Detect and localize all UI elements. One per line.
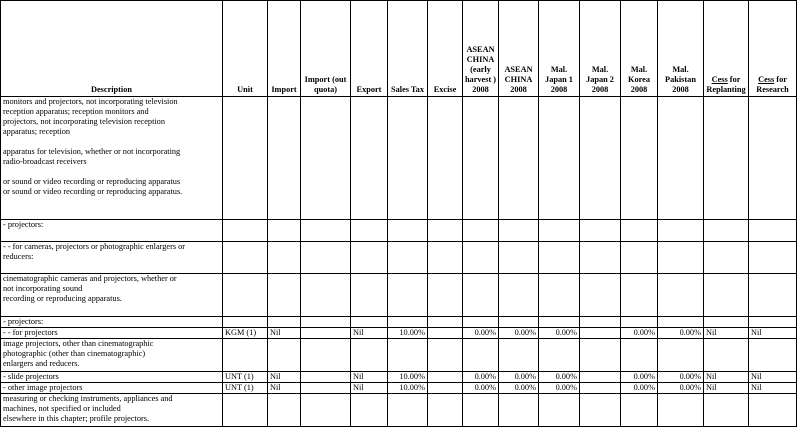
cell-mal-korea [621,317,658,328]
cell-cess-research [749,220,797,242]
cell-mal-pakistan [658,274,704,317]
description-line: - projectors: [3,220,44,229]
description-line: not incorporating sound [3,284,83,293]
cell-mal-pakistan: 0.00% [658,328,704,339]
cell-cess-research [749,317,797,328]
cell-cess-replanting [704,97,749,220]
cell-cess-replanting [704,242,749,274]
cell-mal-pakistan: 0.00% [658,372,704,383]
cell-description [1,372,223,383]
table-row [1,242,797,274]
cell-mal-pakistan [658,339,704,372]
cell-asean-china-early-harvest [463,317,499,328]
cell-mal-japan-2 [580,242,621,274]
cell-unit [223,317,268,328]
cell-import-out-quota [301,383,351,394]
cell-mal-japan-2 [580,372,621,383]
description-line: apparatus; reception [3,127,71,136]
cell-asean-china-early-harvest: 0.00% [463,372,499,383]
cell-cess-replanting [704,274,749,317]
cell-description [1,242,223,274]
cell-excise [428,274,463,317]
cell-cess-research [749,339,797,372]
description-line: elsewhere in this chapter; profile projectors. [3,414,150,423]
cell-import: Nil [268,383,301,394]
cell-mal-japan-1 [539,97,580,220]
cell-asean-china-early-harvest: 0.00% [463,383,499,394]
description-line: or sound or video recording or reproducing apparatus. [3,187,183,196]
cell-cess-replanting [704,394,749,427]
description-line: - other image projectors [3,383,83,392]
cell-description [1,97,223,220]
cell-sales-tax [388,97,428,220]
cell-mal-japan-2 [580,339,621,372]
cell-asean-china-early-harvest [463,394,499,427]
cell-asean-china [499,220,539,242]
cell-import [268,317,301,328]
cell-sales-tax [388,274,428,317]
cell-cess-replanting: Nil [704,328,749,339]
cell-asean-china [499,242,539,274]
cell-asean-china [499,394,539,427]
header-mal-pakistan: Mal. Pakistan 2008 [658,1,704,97]
cell-export: Nil [351,372,388,383]
header-cess-replanting-rest: for Replanting [706,75,746,94]
cell-import: Nil [268,372,301,383]
cell-mal-japan-1 [539,317,580,328]
cell-import-out-quota [301,394,351,427]
cell-unit: UNT (1) [223,372,268,383]
description-line: cinematographic cameras and projectors, whether or [3,274,177,283]
cell-mal-korea [621,394,658,427]
cell-asean-china-early-harvest: 0.00% [463,328,499,339]
header-mal-japan-2: Mal. Japan 2 2008 [580,1,621,97]
header-mal-japan-1: Mal. Japan 1 2008 [539,1,580,97]
cell-excise [428,242,463,274]
cell-mal-japan-1: 0.00% [539,328,580,339]
header-unit: Unit [223,1,268,97]
cell-description [1,394,223,427]
table-row [1,328,797,339]
cell-import [268,394,301,427]
cell-asean-china-early-harvest [463,339,499,372]
cell-unit: UNT (1) [223,383,268,394]
cell-import [268,339,301,372]
cell-export [351,339,388,372]
header-cess-research-underlined: Cess [758,75,775,84]
cell-mal-japan-1 [539,394,580,427]
cell-unit [223,242,268,274]
header-description: Description [1,1,223,97]
cell-mal-pakistan [658,220,704,242]
cell-cess-replanting [704,220,749,242]
table-row [1,383,797,394]
cell-import-out-quota [301,339,351,372]
cell-mal-pakistan [658,97,704,220]
cell-asean-china [499,339,539,372]
table-row [1,317,797,328]
cell-asean-china-early-harvest [463,220,499,242]
cell-import-out-quota [301,328,351,339]
description-blank-line [3,167,220,177]
cell-mal-pakistan [658,317,704,328]
description-line: monitors and projectors, not incorporating television [3,97,178,106]
cell-description [1,328,223,339]
cell-asean-china-early-harvest [463,274,499,317]
cell-cess-research [749,274,797,317]
cell-export: Nil [351,383,388,394]
cell-export [351,97,388,220]
header-asean-china-early-harvest: ASEAN CHINA (early harvest ) 2008 [463,1,499,97]
cell-mal-japan-1: 0.00% [539,383,580,394]
cell-excise [428,97,463,220]
header-cess-replanting-underlined: Cess [711,75,728,84]
cell-sales-tax [388,394,428,427]
cell-mal-korea [621,339,658,372]
header-export: Export [351,1,388,97]
cell-asean-china-early-harvest [463,97,499,220]
cell-import [268,274,301,317]
table-row [1,97,797,220]
description-line: enlargers and reducers. [3,359,80,368]
cell-sales-tax [388,242,428,274]
header-sales-tax: Sales Tax [388,1,428,97]
cell-description [1,383,223,394]
description-line: machines, not specified or included [3,404,121,413]
cell-excise [428,328,463,339]
cell-sales-tax: 10.00% [388,328,428,339]
cell-excise [428,339,463,372]
cell-unit [223,274,268,317]
cell-import [268,242,301,274]
cell-asean-china: 0.00% [499,328,539,339]
cell-mal-korea [621,242,658,274]
header-cess-research-rest: for Research [756,75,789,94]
description-line: - - for cameras, projectors or photographic enlargers or [3,242,186,251]
cell-unit [223,220,268,242]
description-line: reducers: [3,252,34,261]
cell-excise [428,317,463,328]
cell-export [351,394,388,427]
cell-mal-korea [621,274,658,317]
cell-mal-japan-1 [539,339,580,372]
cell-asean-china: 0.00% [499,383,539,394]
header-row [1,1,797,97]
header-import: Import [268,1,301,97]
cell-cess-replanting [704,339,749,372]
cell-import-out-quota [301,317,351,328]
cell-excise [428,372,463,383]
description-line: photographic (other than cinematographic) [3,349,146,358]
cell-mal-pakistan [658,242,704,274]
header-cess-replanting [704,1,749,97]
cell-export [351,317,388,328]
cell-mal-japan-2 [580,383,621,394]
cell-import: Nil [268,328,301,339]
cell-mal-korea: 0.00% [621,372,658,383]
description-line: radio-broadcast receivers [3,157,87,166]
cell-import-out-quota [301,242,351,274]
cell-description [1,317,223,328]
cell-mal-korea [621,220,658,242]
cell-mal-japan-1 [539,242,580,274]
cell-sales-tax: 10.00% [388,383,428,394]
description-line: - slide projectors [3,372,59,381]
cell-unit [223,339,268,372]
cell-cess-replanting: Nil [704,383,749,394]
cell-excise [428,220,463,242]
cell-asean-china-early-harvest [463,242,499,274]
cell-mal-japan-1 [539,274,580,317]
description-line: reception apparatus; reception monitors and [3,107,149,116]
cell-excise [428,383,463,394]
table-row [1,394,797,427]
cell-export [351,274,388,317]
cell-cess-research [749,242,797,274]
description-line: - projectors: [3,317,44,326]
table-row [1,220,797,242]
cell-mal-pakistan: 0.00% [658,383,704,394]
cell-cess-research [749,394,797,427]
table-row [1,339,797,372]
description-line: image projectors, other than cinematographic [3,339,154,348]
cell-cess-replanting [704,317,749,328]
cell-cess-research [749,97,797,220]
cell-mal-korea [621,97,658,220]
cell-import [268,97,301,220]
cell-sales-tax [388,317,428,328]
cell-cess-research: Nil [749,328,797,339]
cell-import-out-quota [301,372,351,383]
cell-unit [223,394,268,427]
header-asean-china: ASEAN CHINA 2008 [499,1,539,97]
cell-import [268,220,301,242]
description-line: or sound or video recording or reproducing apparatus [3,177,181,186]
header-mal-korea: Mal. Korea 2008 [621,1,658,97]
cell-asean-china: 0.00% [499,372,539,383]
cell-mal-pakistan [658,394,704,427]
description-line: measuring or checking instruments, appliances and [3,394,173,403]
header-import-out-quota: Import (out quota) [301,1,351,97]
cell-export [351,220,388,242]
cell-description [1,274,223,317]
cell-asean-china [499,317,539,328]
cell-import-out-quota [301,274,351,317]
cell-cess-replanting: Nil [704,372,749,383]
cell-mal-japan-2 [580,274,621,317]
cell-import-out-quota [301,97,351,220]
cell-sales-tax: 10.00% [388,372,428,383]
cell-mal-japan-2 [580,220,621,242]
cell-cess-research: Nil [749,372,797,383]
cell-export [351,242,388,274]
cell-asean-china [499,97,539,220]
description-line: - - for projectors [3,328,58,337]
table-body [1,97,797,427]
cell-export: Nil [351,328,388,339]
cell-sales-tax [388,220,428,242]
cell-cess-research: Nil [749,383,797,394]
header-cess-research [749,1,797,97]
description-line: recording or reproducing apparatus. [3,294,122,303]
cell-unit [223,97,268,220]
cell-mal-japan-2 [580,328,621,339]
table-row [1,372,797,383]
cell-asean-china [499,274,539,317]
description-line: apparatus for television, whether or not incorporating [3,147,181,156]
cell-unit: KGM (1) [223,328,268,339]
header-excise: Excise [428,1,463,97]
description-line: projectors, not incorporating television reception [3,117,165,126]
cell-mal-korea: 0.00% [621,328,658,339]
cell-mal-japan-1: 0.00% [539,372,580,383]
cell-mal-japan-2 [580,317,621,328]
cell-mal-japan-2 [580,394,621,427]
cell-import-out-quota [301,220,351,242]
cell-excise [428,394,463,427]
description-blank-line [3,137,220,147]
cell-description [1,339,223,372]
cell-mal-japan-1 [539,220,580,242]
cell-mal-korea: 0.00% [621,383,658,394]
cell-sales-tax [388,339,428,372]
table-row [1,274,797,317]
cell-description [1,220,223,242]
cell-mal-japan-2 [580,97,621,220]
